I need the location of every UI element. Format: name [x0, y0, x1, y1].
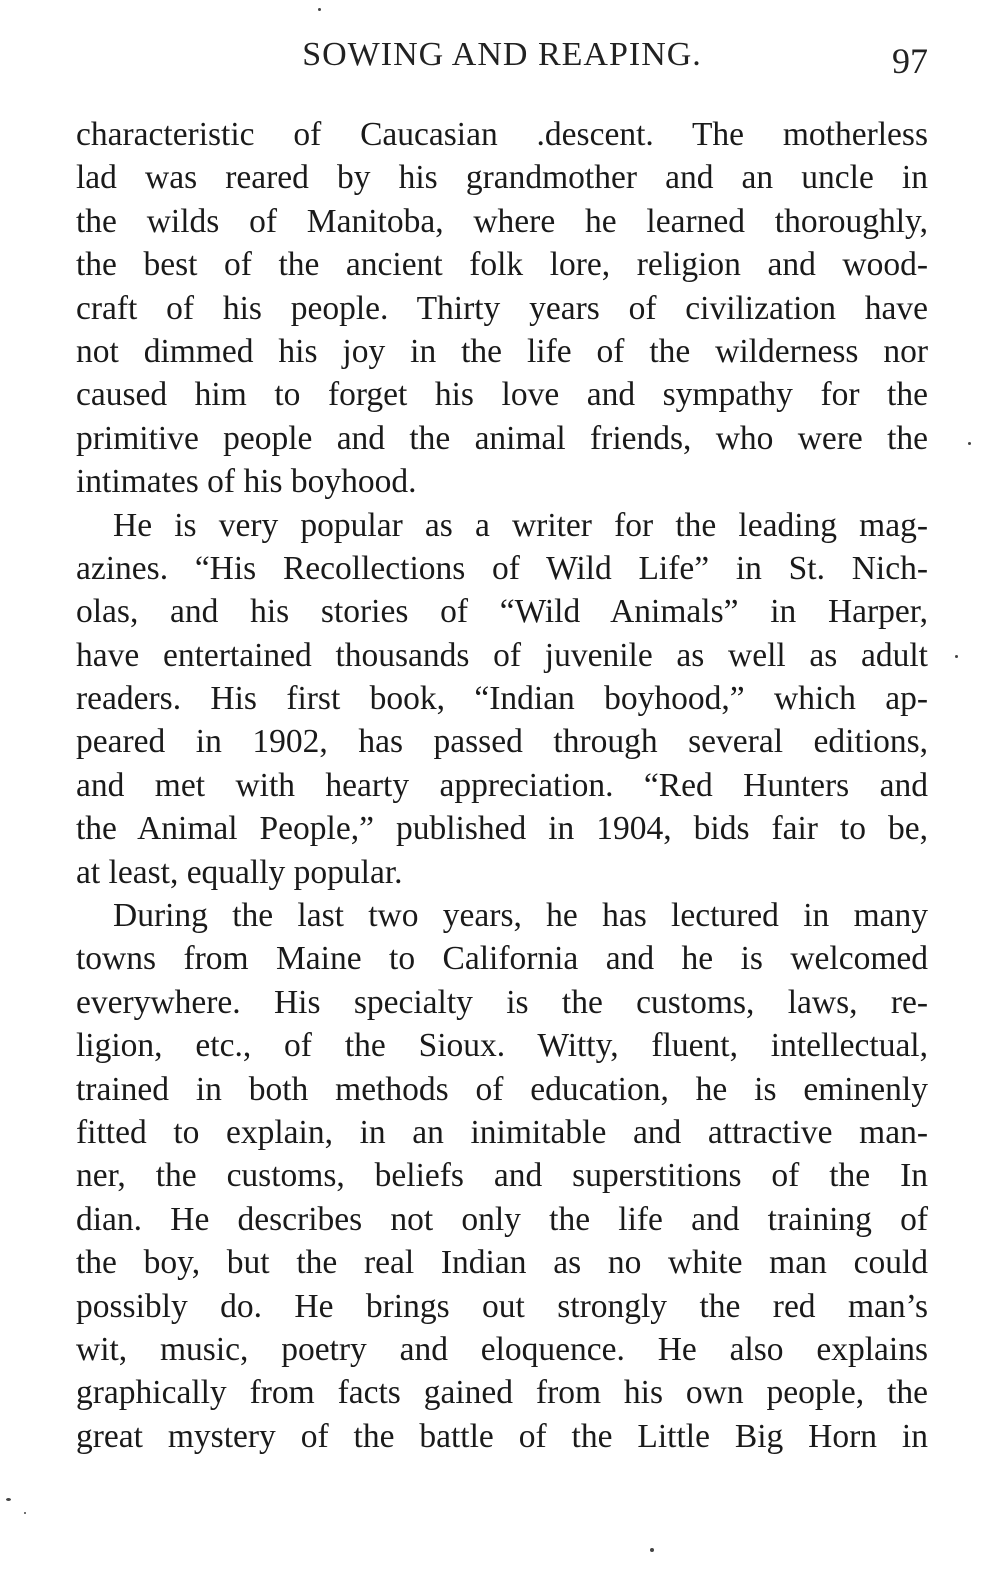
text-line: characteristic of Caucasian .descent. The motherless [76, 116, 928, 153]
text-line: caused him to forget his love and sympathy for the [76, 376, 928, 414]
paragraph-first-line: He is very popular as a writer for the leading mag- [113, 506, 928, 544]
text-line: possibly do. He brings out strongly the red man’s [76, 1287, 928, 1325]
running-head [76, 30, 928, 80]
text-line: readers. His first book, “Indian boyhood,” which ap- [76, 680, 928, 718]
text-line: have entertained thousands of juvenile as well as adult [76, 636, 928, 674]
text-line: peared in 1902, has passed through several editions, [76, 723, 928, 761]
scan-speck [955, 655, 958, 658]
text-line: craft of his people. Thirty years of civilization have [76, 289, 928, 327]
text-line: the best of the ancient folk lore, religion and wood- [76, 246, 928, 284]
text-line: primitive people and the animal friends, who were the [76, 419, 928, 457]
text-line: fitted to explain, in an inimitable and attractive man- [76, 1113, 928, 1151]
text-line: the wilds of Manitoba, where he learned thoroughly, [76, 202, 928, 240]
text-line: trained in both methods of education, he is eminenly [76, 1070, 928, 1108]
text-line: everywhere. His specialty is the customs, laws, re- [76, 983, 928, 1021]
body-text [76, 113, 928, 1458]
text-line: dian. He describes not only the life and training of [76, 1200, 928, 1238]
text-line: the Animal People,” published in 1904, bids fair to be, [76, 810, 928, 848]
text-line: olas, and his stories of “Wild Animals” in Harper, [76, 593, 928, 631]
text-line: not dimmed his joy in the life of the wilderness nor [76, 332, 928, 370]
text-line: graphically from facts gained from his own people, the [76, 1374, 928, 1412]
running-title: SOWING AND REAPING. [302, 36, 702, 73]
text-line: intimates of his boyhood. [76, 463, 417, 501]
text-line: the boy, but the real Indian as no white man could [76, 1244, 928, 1282]
text-line: ner, the customs, beliefs and superstitions of the In [76, 1157, 928, 1195]
scan-speck [650, 1548, 654, 1552]
text-line: lad was reared by his grandmother and an uncle in [76, 159, 928, 197]
paragraph-first-line: During the last two years, he has lectured in many [113, 897, 928, 935]
text-line: and met with hearty appreciation. “Red Hunters and [76, 766, 928, 804]
scan-speck [24, 1512, 26, 1514]
text-line: azines. “His Recollections of Wild Life” in St. Nich- [76, 549, 928, 587]
text-line: towns from Maine to California and he is welcomed [76, 940, 928, 978]
scan-speck [968, 442, 971, 445]
text-line: ligion, etc., of the Sioux. Witty, fluent, intellectual, [76, 1027, 928, 1065]
text-line: great mystery of the battle of the Little Big Horn in [76, 1417, 928, 1455]
scan-speck [6, 1498, 11, 1501]
scan-speck [318, 8, 321, 11]
text-line: at least, equally popular. [76, 853, 403, 891]
page-number: 97 [892, 41, 928, 81]
text-line: wit, music, poetry and eloquence. He also explains [76, 1330, 928, 1368]
